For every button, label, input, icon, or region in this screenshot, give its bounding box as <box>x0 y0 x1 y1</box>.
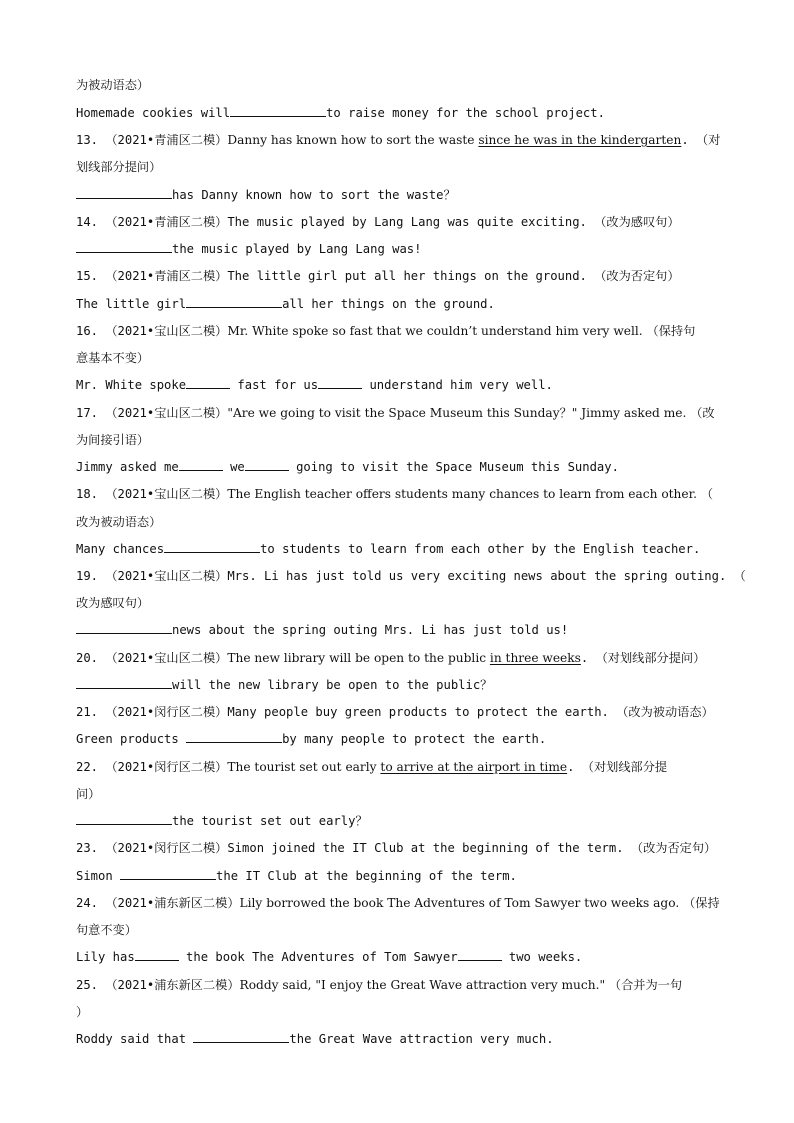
line-text: by many people to protect the earth. <box>282 732 547 746</box>
question-instruction: 改为感叹句） <box>76 596 150 610</box>
answer-blank[interactable] <box>76 241 172 253</box>
line-text: Simon <box>76 869 121 883</box>
answer-blank[interactable] <box>135 949 179 961</box>
question-number: 20. （2021•宝山区二模） <box>76 651 228 665</box>
line-text: 为被动语态） <box>76 78 150 92</box>
question-number: 13. （2021•青浦区二模） <box>76 133 228 147</box>
text-line <box>76 514 726 530</box>
answer-line <box>76 813 726 829</box>
line-text: Green products <box>76 732 187 746</box>
question-text: Mr. White spoke so fast that we couldn’t understand him very well. （保持句 <box>227 324 696 338</box>
question-text: 15. （2021•青浦区二模）The little girl put all her things on the ground. （改为否定句） <box>76 269 680 283</box>
line-text: fast for us <box>230 378 319 392</box>
question-text: Danny has known how to sort the waste <box>227 133 479 147</box>
line-text: the IT Club at the beginning of the term. <box>216 869 517 883</box>
line-text: all her things on the ground. <box>282 297 495 311</box>
line-text: understand him very well. <box>362 378 553 392</box>
question-23 <box>76 840 726 856</box>
question-number: 17. （2021•宝山区二模） <box>76 406 228 420</box>
answer-blank[interactable] <box>230 105 326 117</box>
answer-blank[interactable] <box>120 868 216 880</box>
text-line <box>76 159 726 175</box>
answer-line <box>76 677 726 693</box>
question-instruction: 意基本不变） <box>76 351 150 365</box>
question-text: The new library will be open to the public <box>227 651 490 665</box>
line-text: the music played by Lang Lang was! <box>172 242 422 256</box>
underlined-part: since he was in the kindergarten <box>478 133 682 147</box>
question-instruction: 为间接引语） <box>76 433 150 447</box>
text-line <box>76 922 726 938</box>
line-text: The little girl <box>76 297 187 311</box>
line-text: Homemade cookies will <box>76 106 231 120</box>
text-line <box>76 77 726 93</box>
question-number: 25. （2021•浦东新区二模） <box>76 978 240 992</box>
question-18 <box>76 486 726 502</box>
answer-blank[interactable] <box>318 377 362 389</box>
answer-blank[interactable] <box>245 459 289 471</box>
question-text: Roddy said, "I enjoy the Great Wave attraction very much." （合并为一句 <box>239 978 683 992</box>
question-number: 18. （2021•宝山区二模） <box>76 487 228 501</box>
question-text: 21. （2021•闵行区二模）Many people buy green products to protect the earth. （改为被动语态） <box>76 705 714 719</box>
question-14 <box>76 214 726 230</box>
answer-line <box>76 541 726 557</box>
question-13 <box>76 132 726 148</box>
question-text: "Are we going to visit the Space Museum this Sunday？" Jimmy asked me. （改 <box>227 406 715 420</box>
line-text: the Great Wave attraction very much. <box>289 1032 554 1046</box>
underlined-part: in three weeks <box>489 651 581 665</box>
question-text: 23. （2021•闵行区二模）Simon joined the IT Club at the beginning of the term. （改为否定句） <box>76 841 717 855</box>
text-line <box>76 432 726 448</box>
question-19 <box>76 568 746 584</box>
question-instruction: 句意不变） <box>76 923 137 937</box>
line-text: to raise money for the school project. <box>326 106 605 120</box>
line-text: Lily has <box>76 950 135 964</box>
underlined-part: to arrive at the airport in time <box>380 760 568 774</box>
line-text: we <box>222 460 245 474</box>
line-text: will the new library be open to the public？ <box>172 678 493 692</box>
line-text: the book The Adventures of Tom Sawyer <box>178 950 458 964</box>
answer-line <box>76 622 726 638</box>
answer-line <box>76 105 726 121</box>
line-text: Roddy said that <box>76 1032 194 1046</box>
question-text: 19. （2021•宝山区二模）Mrs. Li has just told us very exciting news about the spring outing. （ <box>76 569 746 583</box>
answer-blank[interactable] <box>164 541 260 553</box>
answer-line <box>76 868 726 884</box>
question-instruction: . （对划线部分提 <box>567 760 668 774</box>
answer-blank[interactable] <box>179 459 223 471</box>
question-instruction: 问） <box>76 787 101 801</box>
question-21 <box>76 704 726 720</box>
answer-blank[interactable] <box>186 377 230 389</box>
line-text: to students to learn from each other by the English teacher. <box>260 542 701 556</box>
answer-blank[interactable] <box>186 296 282 308</box>
line-text: the tourist set out early？ <box>172 814 368 828</box>
line-text: news about the spring outing Mrs. Li has just told us! <box>172 623 569 637</box>
answer-blank[interactable] <box>186 731 282 743</box>
line-text: two weeks. <box>501 950 583 964</box>
answer-blank[interactable] <box>76 187 172 199</box>
answer-line <box>76 241 726 257</box>
question-number: 24. （2021•浦东新区二模） <box>76 896 240 910</box>
question-24 <box>76 895 726 911</box>
answer-line <box>76 731 726 747</box>
question-16 <box>76 323 726 339</box>
question-number: 16. （2021•宝山区二模） <box>76 324 228 338</box>
line-text: Many chances <box>76 542 165 556</box>
answer-line <box>76 296 726 312</box>
line-text: going to visit the Space Museum this Sunday. <box>288 460 619 474</box>
answer-blank[interactable] <box>76 813 172 825</box>
text-line <box>76 1004 726 1020</box>
answer-blank[interactable] <box>458 949 502 961</box>
question-15 <box>76 268 726 284</box>
question-instruction: . （对 <box>681 133 721 147</box>
answer-blank[interactable] <box>193 1031 289 1043</box>
line-text: Jimmy asked me <box>76 460 179 474</box>
answer-blank[interactable] <box>76 622 172 634</box>
question-instruction: . （对划线部分提问） <box>580 651 706 665</box>
question-20 <box>76 650 726 666</box>
answer-line <box>76 377 726 393</box>
line-text: Mr. White spoke <box>76 378 187 392</box>
text-line <box>76 350 726 366</box>
question-22 <box>76 759 726 775</box>
answer-line <box>76 949 726 965</box>
question-text: Lily borrowed the book The Adventures of Tom Sawyer two weeks ago. （保持 <box>239 896 720 910</box>
answer-line <box>76 187 726 203</box>
text-line <box>76 595 726 611</box>
question-number: 22. （2021•闵行区二模） <box>76 760 228 774</box>
answer-blank[interactable] <box>76 677 172 689</box>
answer-line <box>76 1031 726 1047</box>
question-instruction: ） <box>76 1005 89 1019</box>
answer-line <box>76 459 726 475</box>
line-text: has Danny known how to sort the waste？ <box>172 188 456 202</box>
question-17 <box>76 405 726 421</box>
question-text: The tourist set out early <box>227 760 381 774</box>
question-instruction: 划线部分提问） <box>76 160 162 174</box>
text-line <box>76 786 726 802</box>
question-25 <box>76 977 726 993</box>
question-text: 14. （2021•青浦区二模）The music played by Lang Lang was quite exciting. （改为感叹句） <box>76 215 680 229</box>
question-text: The English teacher offers students many chances to learn from each other. （ <box>227 487 714 501</box>
question-instruction: 改为被动语态） <box>76 515 162 529</box>
